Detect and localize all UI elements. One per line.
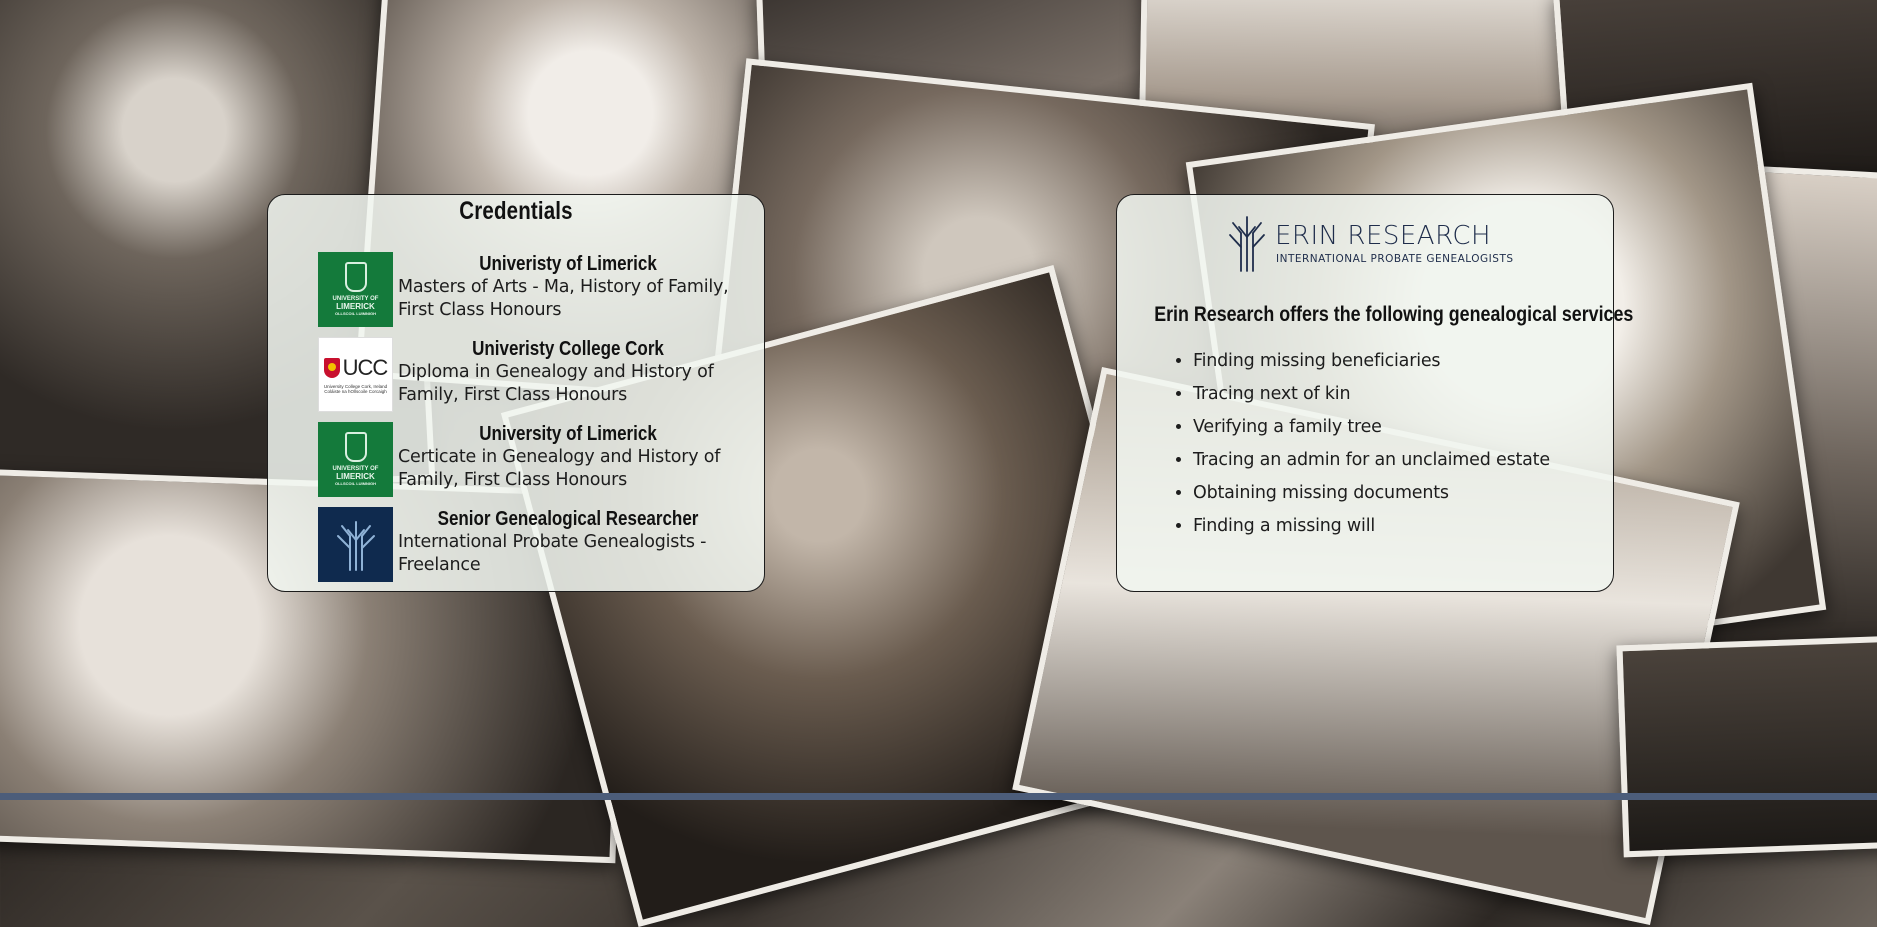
service-item: • Finding missing beneficiaries [1193,345,1550,378]
services-heading: Erin Research offers the following genealogical services [1154,303,1634,326]
credentials-title: Credentials [459,197,573,225]
erin-tree-icon [1227,215,1267,273]
shield-icon [324,358,340,378]
brand-tagline: INTERNATIONAL PROBATE GENEALOGISTS [1276,253,1514,265]
service-item: • Tracing next of kin [1193,378,1550,411]
service-item: • Finding a missing will [1193,510,1550,543]
bottom-strip [0,793,1877,800]
credential-description: Masters of Arts - Ma, History of Family, First Class Honours [398,277,729,320]
credential-description: Diploma in Genealogy and History of Family, First Class Honours [398,362,714,405]
credential-item [318,507,738,585]
crest-icon [345,262,367,292]
erin-research-brand [1227,215,1514,275]
university-of-limerick-logo: UNIVERSITY OF LIMERICK OLLSCOIL LUIMNIGH [318,252,393,327]
university-college-cork-logo: UCC University College Cork, Ireland Coláiste na hOllscoile Corcaigh [318,337,393,412]
credential-institution: Univeristy of Limerick [479,253,657,275]
credential-institution: Univeristy College Cork [472,338,664,360]
credential-item [318,337,738,415]
erin-tree-icon [334,518,378,572]
credential-institution: Senior Genealogical Researcher [437,508,699,530]
credentials-panel [267,194,765,592]
services-panel [1116,194,1634,592]
credential-institution: University of Limerick [479,423,657,445]
services-list [1165,345,1550,543]
service-item: • Verifying a family tree [1193,411,1550,444]
credential-description: International Probate Genealogists - Freelance [398,532,707,575]
university-of-limerick-logo: UNIVERSITY OF LIMERICK OLLSCOIL LUIMNIGH [318,422,393,497]
service-item: • Tracing an admin for an unclaimed estate [1193,444,1550,477]
crest-icon [345,432,367,462]
erin-research-logo [318,507,393,582]
service-item: • Obtaining missing documents [1193,477,1550,510]
background-photo [1616,635,1877,858]
credential-item [318,422,738,500]
credential-item [318,252,738,330]
brand-name: ERIN RESEARCH [1275,221,1492,251]
credential-description: Certicate in Genealogy and History of Family, First Class Honours [398,447,721,490]
